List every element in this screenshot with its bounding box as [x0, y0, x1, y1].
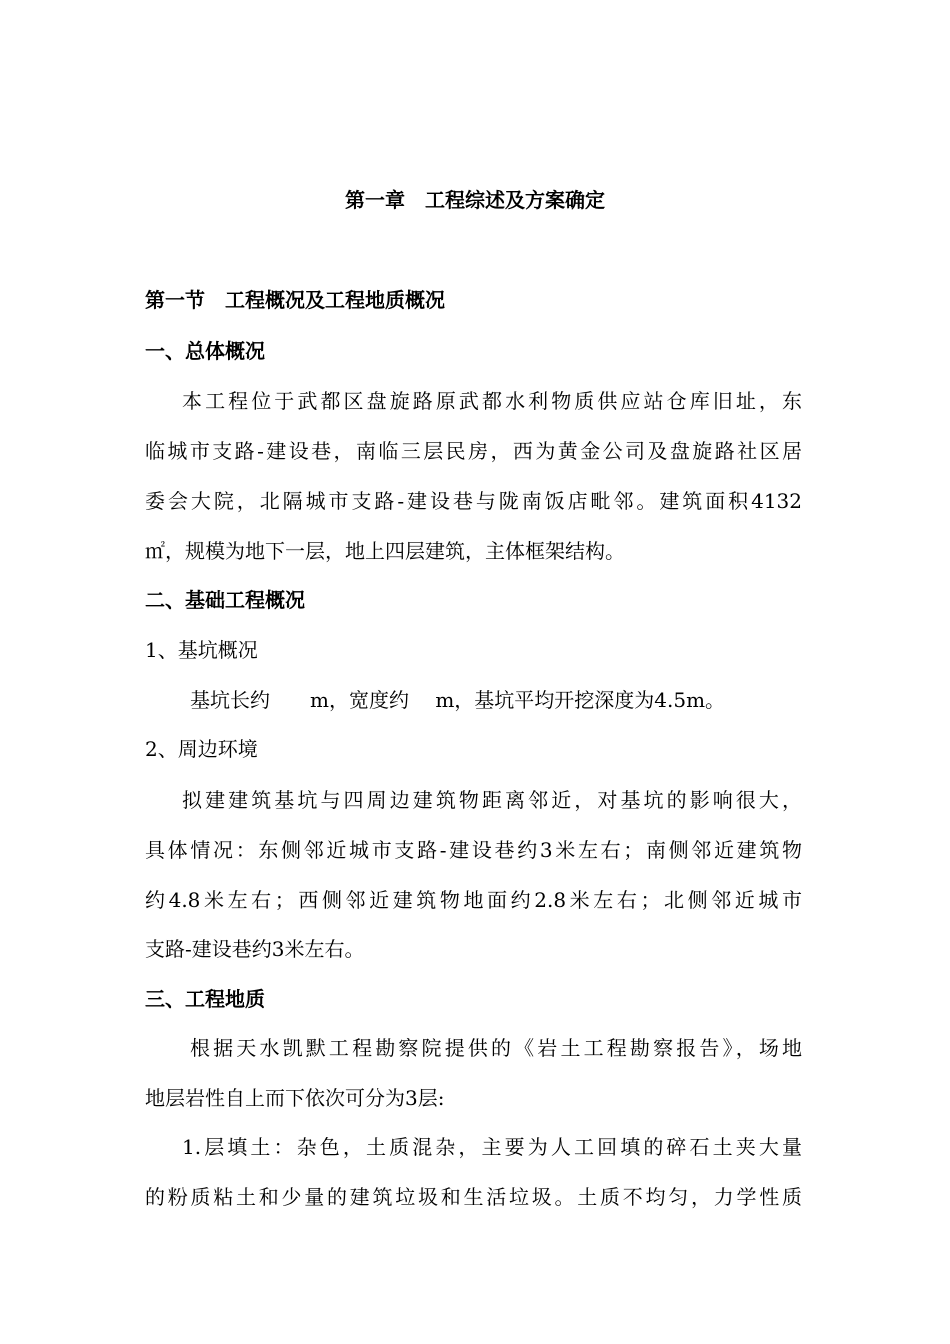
heading-overview: 一、总体概况 — [145, 339, 265, 363]
paragraph-line: 1.层填土：杂色，土质混杂，主要为人工回填的碎石土夹大量 — [182, 1135, 802, 1159]
paragraph-line: 根据天水凯默工程勘察院提供的《岩土工程勘察报告》，场地 — [190, 1036, 802, 1060]
paragraph-line: 支路-建设巷约3米左右。 — [145, 937, 365, 961]
paragraph-line: 拟建建筑基坑与四周边建筑物距离邻近，对基坑的影响很大， — [182, 788, 802, 812]
paragraph-line: 基坑长约 m，宽度约 m，基坑平均开挖深度为4.5m。 — [190, 688, 726, 712]
subheading-pit: 1、基坑概况 — [145, 638, 258, 662]
paragraph-line: 临城市支路-建设巷，南临三层民房，西为黄金公司及盘旋路社区居 — [145, 439, 802, 463]
paragraph-line: 具体情况：东侧邻近城市支路-建设巷约3米左右；南侧邻近建筑物 — [145, 838, 802, 862]
heading-foundation: 二、基础工程概况 — [145, 588, 305, 612]
paragraph-line: 地层岩性自上而下依次可分为3层: — [145, 1086, 445, 1110]
paragraph-line: 本工程位于武都区盘旋路原武都水利物质供应站仓库旧址，东 — [182, 389, 802, 413]
paragraph-line: 委会大院，北隔城市支路-建设巷与陇南饭店毗邻。建筑面积4132 — [145, 489, 802, 513]
paragraph-line: ㎡，规模为地下一层，地上四层建筑，主体框架结构。 — [145, 539, 625, 563]
subheading-surroundings: 2、周边环境 — [145, 737, 258, 761]
paragraph-line: 约4.8米左右；西侧邻近建筑物地面约2.8米左右；北侧邻近城市 — [145, 888, 802, 912]
section-title: 第一节 工程概况及工程地质概况 — [145, 288, 445, 312]
heading-geology: 三、工程地质 — [145, 987, 265, 1011]
chapter-title: 第一章 工程综述及方案确定 — [345, 188, 605, 212]
paragraph-line: 的粉质粘土和少量的建筑垃圾和生活垃圾。土质不均匀，力学性质 — [145, 1185, 802, 1209]
